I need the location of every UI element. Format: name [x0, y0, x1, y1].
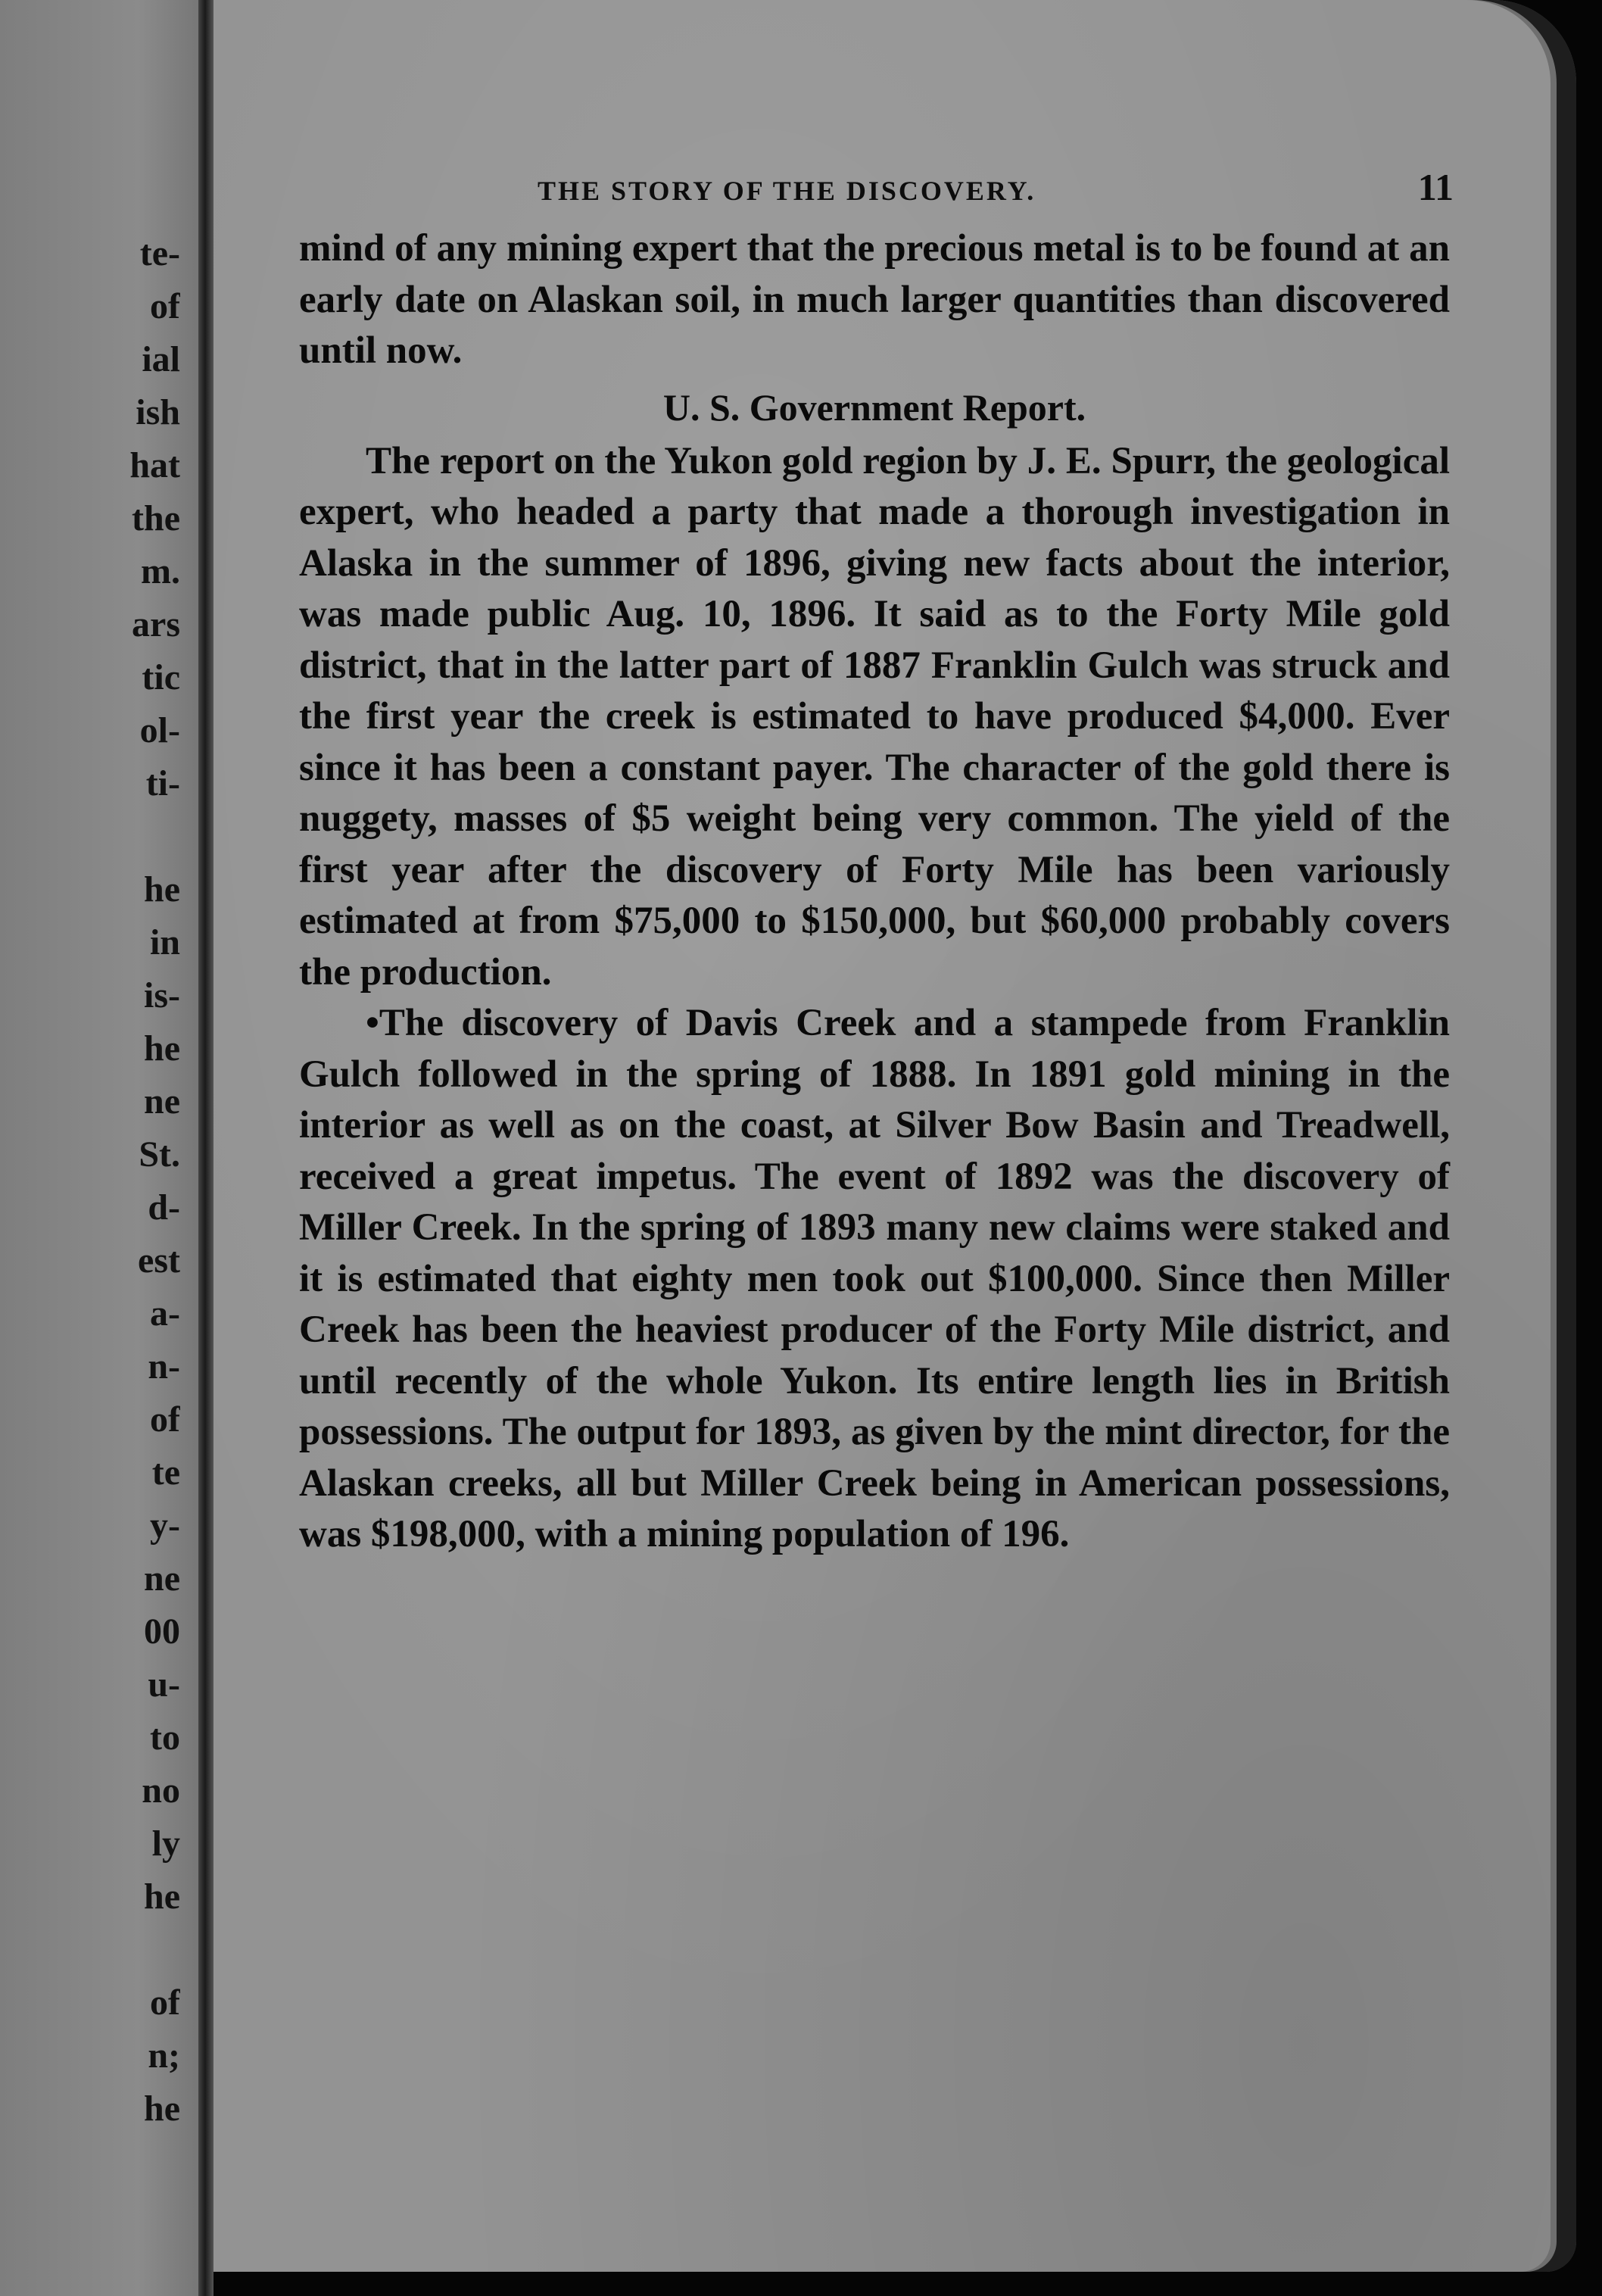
left-fragment-line — [0, 1923, 180, 1976]
left-fragment-line: a- — [150, 1293, 180, 1334]
left-page — [0, 0, 198, 2296]
left-fragment-line: to — [150, 1717, 180, 1758]
left-fragment-line: ne — [144, 1558, 180, 1599]
left-fragment-line: of — [150, 286, 180, 326]
left-fragment-line: est — [138, 1240, 180, 1281]
left-fragment-line: he — [144, 1028, 180, 1068]
left-fragment-line: he — [144, 2089, 180, 2129]
left-fragment-line — [0, 810, 180, 863]
left-fragment-line: y- — [150, 1505, 180, 1546]
left-fragment-line: te — [151, 1452, 180, 1493]
left-fragment-line: u- — [148, 1664, 180, 1705]
left-fragment-line: ish — [136, 392, 180, 432]
page-number: 11 — [1417, 166, 1454, 208]
book-gutter — [198, 0, 213, 2296]
left-fragment-line: he — [144, 1876, 180, 1917]
left-fragment-line: n; — [148, 2036, 180, 2076]
left-fragment-line: ne — [144, 1081, 180, 1121]
left-page-text-fragments — [0, 227, 180, 2135]
left-fragment-line: no — [142, 1770, 180, 1811]
left-fragment-line: in — [149, 922, 180, 962]
left-fragment-line: ti- — [145, 763, 180, 803]
report-paragraph: The report on the Yukon gold region by J. E. Spurr, the geological expert, who headed a party that made a thorough investigation in Alaska in the summer of 1896, giving new facts about the interior, was made public Aug. 10, 1896. It said as to the Forty Mile gold district, that in the latter part of 1887 Franklin Gulch was struck and the first year the creek is estimated to have produced $4,000. Ever since it has been a constant payer. The character of the gold there is nuggety, masses of $5 weight being very common. The yield of the first year after the discovery of Forty Mile has been variously estimated at from $75,000 to $150,000, but $60,000 probably covers the production. — [299, 439, 1450, 994]
left-fragment-line: ars — [132, 604, 180, 644]
left-fragment-line: ial — [142, 339, 180, 379]
left-fragment-line: he — [144, 869, 180, 909]
left-fragment-line: is- — [144, 975, 180, 1015]
left-fragment-line: ol- — [139, 710, 180, 750]
left-fragment-line: 00 — [144, 1611, 180, 1652]
left-fragment-line: the — [132, 498, 180, 538]
left-fragment-line: ly — [151, 1823, 180, 1864]
discovery-paragraph: •The discovery of Davis Creek and a stampede from Franklin Gulch followed in the spring of 1888. In 1891 gold mining in the interior as well as on the coast, at Silver Bow Basin and Treadwell, received a great impetus. The event of 1892 was the discovery of Miller Creek. In the spring of 1893 many new claims were staked and it is estimated that eighty men took out $100,000. Since then Miller Creek has been the heaviest producer of the Forty Mile district, and until recently of the whole Yukon. Its entire length lies in British possessions. The output for 1893, as given by the mint director, for the Alaskan creeks, all but Miller Creek being in American possessions, was $198,000, with a mining population of 196. — [299, 1002, 1450, 1555]
left-fragment-line: tic — [142, 657, 180, 697]
left-fragment-line: m. — [141, 551, 180, 591]
running-head — [530, 165, 1499, 209]
section-heading: U. S. Government Report. — [662, 385, 1086, 429]
left-fragment-line: of — [150, 1399, 180, 1440]
left-fragment-line: d- — [148, 1187, 180, 1228]
left-fragment-line: te- — [139, 233, 180, 273]
left-fragment-line: hat — [129, 445, 180, 485]
continuation-paragraph: mind of any mining expert that the precious metal is to be found at an early date on Alaskan soil, in much larger quantities than discovered until now. — [299, 227, 1450, 372]
running-title: THE STORY OF THE DISCOVERY. — [538, 176, 1036, 206]
page-body — [299, 223, 1450, 1561]
left-fragment-line: n- — [148, 1346, 180, 1387]
left-fragment-line: of — [150, 1982, 180, 2023]
left-fragment-line: St. — [139, 1134, 180, 1175]
